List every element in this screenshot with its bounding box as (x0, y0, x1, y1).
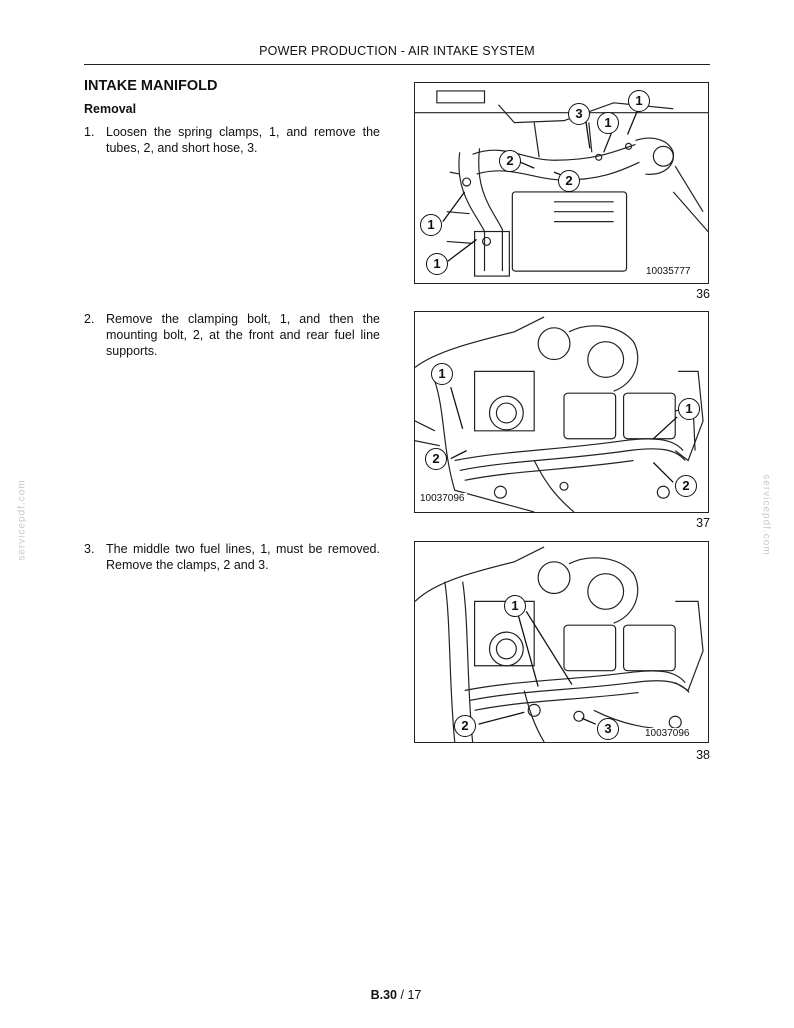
subsection-title: Removal (84, 102, 137, 116)
callout-clamp: 3 (597, 718, 619, 740)
step-number: 1. (84, 125, 95, 139)
figure-number: 38 (696, 748, 710, 762)
step-1 (84, 124, 380, 156)
section-code: B.30 (370, 988, 398, 1002)
page-header: POWER PRODUCTION - AIR INTAKE SYSTEM (259, 44, 535, 58)
section-title: INTAKE MANIFOLD (84, 78, 218, 94)
step-text: The middle two fuel lines, 1, must be removed. Remove the clamps, 2 and 3. (106, 542, 380, 572)
figure-number: 36 (696, 287, 710, 301)
page-num: 17 (407, 988, 422, 1002)
callout-clamping-bolt: 1 (678, 398, 700, 420)
callout-spring-clamp: 1 (426, 253, 448, 275)
figure-number: 37 (696, 516, 710, 530)
middle-fuel-lines-drawing (415, 542, 708, 742)
callout-tube: 2 (499, 150, 521, 172)
watermark-right: servicepdf.com (760, 474, 772, 556)
callout-spring-clamp: 1 (420, 214, 442, 236)
callout-short-hose: 3 (568, 103, 590, 125)
callout-spring-clamp: 1 (597, 112, 619, 134)
callout-tube: 2 (558, 170, 580, 192)
step-3 (84, 541, 380, 573)
step-number: 2. (84, 312, 95, 326)
step-text: Remove the clamping bolt, 1, and then the mounting bolt, 2, at the front and rear fuel line supports. (106, 312, 380, 358)
callout-mounting-bolt: 2 (425, 448, 447, 470)
callout-clamp: 2 (454, 715, 476, 737)
step-2 (84, 311, 380, 359)
header-rule (84, 64, 710, 65)
step-number: 3. (84, 542, 95, 556)
figure-38-illustration (414, 541, 709, 743)
watermark-left: servicepdf.com (16, 479, 28, 561)
figure-image-id: 10035777 (646, 266, 691, 277)
page-number (336, 988, 456, 1002)
figure-image-id: 10037096 (645, 728, 690, 739)
callout-mounting-bolt: 2 (675, 475, 697, 497)
figure-image-id: 10037096 (420, 493, 465, 504)
callout-clamping-bolt: 1 (431, 363, 453, 385)
fuel-line-supports-drawing (415, 312, 708, 512)
page-separator: / (400, 988, 404, 1002)
callout-spring-clamp: 1 (628, 90, 650, 112)
step-text: Loosen the spring clamps, 1, and remove the tubes, 2, and short hose, 3. (106, 125, 380, 155)
figure-37-illustration (414, 311, 709, 513)
callout-middle-fuel-lines: 1 (504, 595, 526, 617)
